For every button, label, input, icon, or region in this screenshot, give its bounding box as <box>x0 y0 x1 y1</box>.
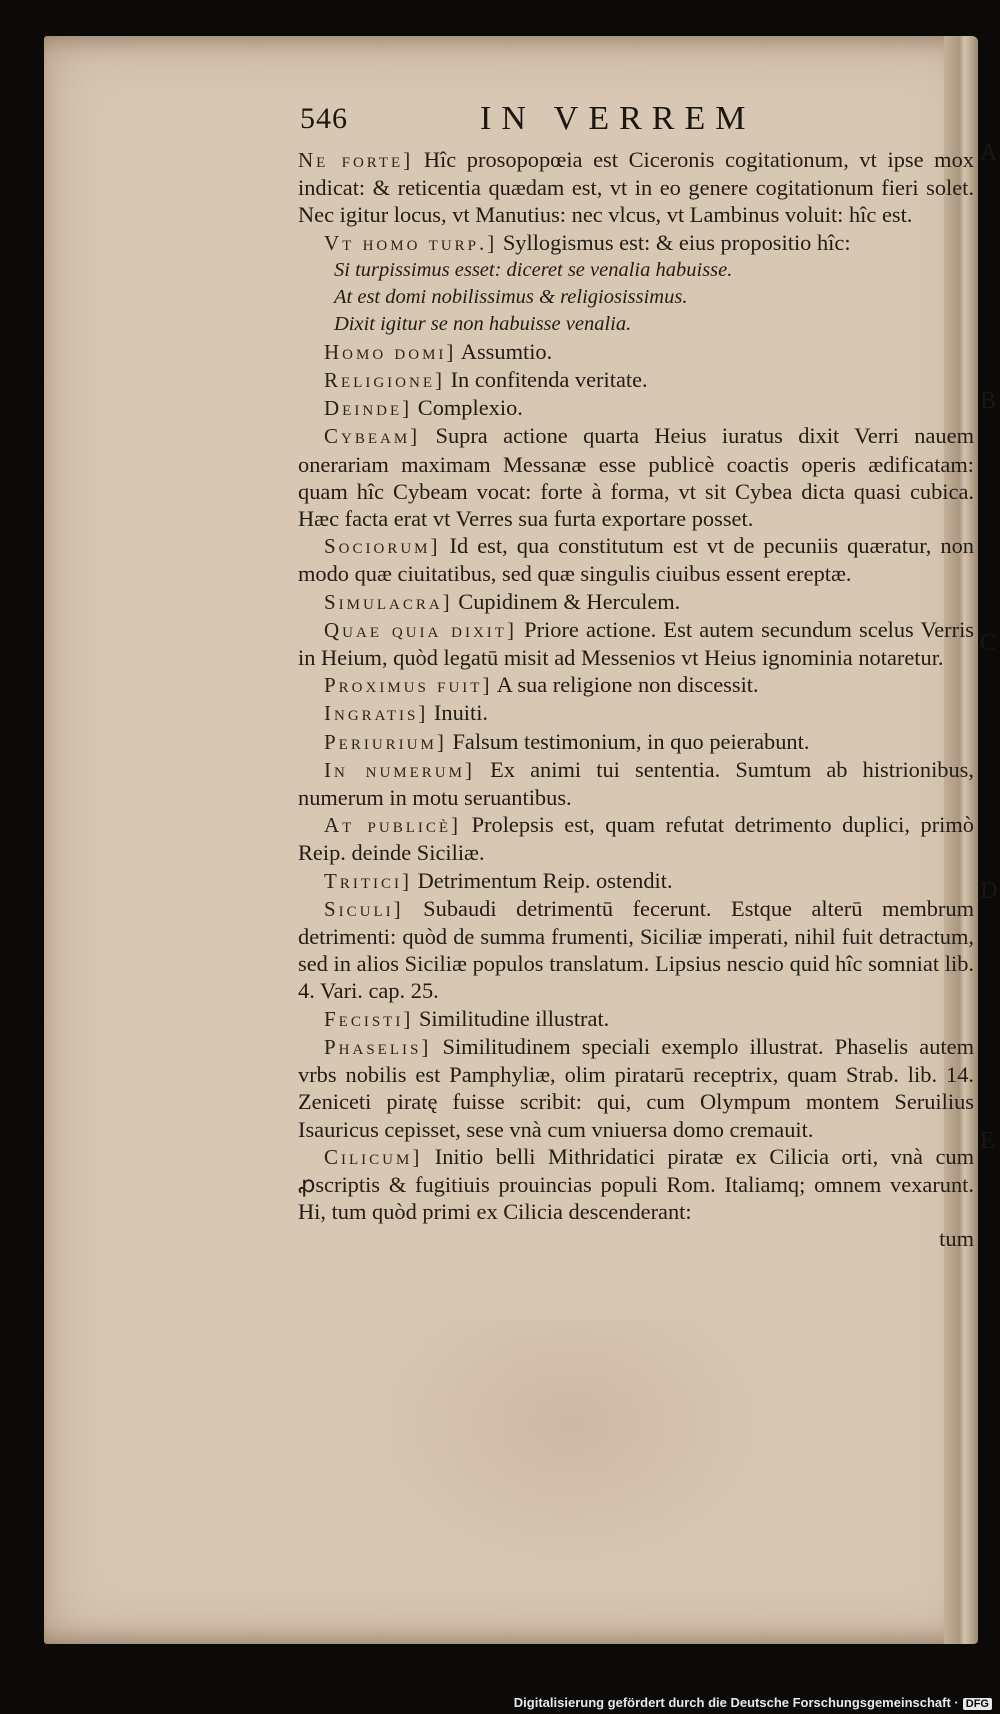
lemma: Cybeam] <box>324 424 421 449</box>
commentary-entry <box>298 422 974 532</box>
commentary-entry <box>298 756 974 811</box>
syllogism-line: Si turpissimus esset: diceret se venalia habuisse. <box>334 258 733 281</box>
margin-letter-c: C <box>980 630 997 656</box>
commentary-entry <box>298 366 974 394</box>
syllogism-line: Dixit igitur se non habuisse venalia. <box>334 312 632 335</box>
entry-text: Id est, qua constitutum est vt de pecuniis quæratur, non modo quæ ciuitatibus, sed quæ singulis ciuibus essent ereptæ. <box>298 533 974 587</box>
lemma: Sociorum] <box>324 534 441 559</box>
commentary-entry <box>298 588 974 616</box>
entry-text: Supra actione quarta Heius iuratus dixit Verri nauem onerariam maximam Messanæ esse publicè coactis operis ædificatam: quam hîc Cybeam vocat: forte à forma, vt sit Cybea dicta quasi cubica. Hæc facta erat vt Verres sua furta exportare posset. <box>298 423 974 532</box>
lemma: Religione] <box>324 368 445 393</box>
entry-text: Hîc prosopopœia est Ciceronis cogitationum, vt ipse mox indicat: & reticentia quædam est, vt in eo genere cogitationum fieri solet. Nec igitur locus, vt Manutius: nec vlcus, vt Lambinus voluit: hîc est. <box>298 147 974 228</box>
lemma: In numerum] <box>324 757 475 782</box>
lemma: Siculi] <box>324 896 404 921</box>
margin-letter-b: B <box>980 388 997 414</box>
dfg-logo-icon: DFG <box>963 1698 992 1710</box>
commentary-entry <box>298 394 974 422</box>
syllogism-line: At est domi nobilissimus & religiosissimus. <box>334 285 688 308</box>
commentary-entry <box>298 671 974 699</box>
lemma: Deinde] <box>324 396 413 421</box>
entry-text: Inuiti. <box>428 700 489 726</box>
digitization-credit: Digitalisierung gefördert durch die Deutsche Forschungsgemeinschaft · DFG <box>514 1695 992 1710</box>
margin-letter-a: A <box>980 140 998 166</box>
lemma: Periurium] <box>324 729 447 754</box>
margin-letter-d: D <box>980 878 998 904</box>
commentary-entry <box>298 699 974 727</box>
page-number: 546 <box>300 102 348 135</box>
entry-text: A sua religione non discessit. <box>492 672 759 698</box>
lemma: Phaselis] <box>324 1034 432 1059</box>
entry-text: Ex animi tui sententia. Sumtum ab histrionibus, numerum in motu seruantibus. <box>298 756 974 811</box>
commentary-entry <box>298 811 974 866</box>
lemma: Ne forte] <box>298 148 414 172</box>
lemma: Simulacra] <box>324 589 453 614</box>
entry-ne-forte <box>298 146 974 229</box>
lemma: Ingratis] <box>324 701 429 726</box>
entry-text: Prolepsis est, quam refutat detrimento duplici, primò Reip. deinde Siciliæ. <box>298 812 974 866</box>
commentary-text <box>298 146 974 1253</box>
page-stain <box>360 1320 780 1580</box>
margin-letter-e: E <box>980 1128 995 1154</box>
catchword: tum <box>939 1226 974 1252</box>
entry-vt-homo <box>298 229 974 257</box>
entry-text: Subaudi detrimentū fecerunt. Estque alterū membrum detrimenti: quòd de summa frumenti, Siciliæ imperati, nihil fuit detractum, sed in alios Siciliæ populos translatum. Lipsius nescio quid hîc somniat lib. 4. Vari. cap. 25. <box>298 895 974 1004</box>
entry-text: In confitenda veritate. <box>444 367 648 393</box>
entry-text: Initio belli Mithridatici piratæ ex Cilicia orti, vnà cum ꝓscriptis & fugitiuis prouincias populi Rom. Italiamq; omnem vexarunt. Hi, tum quòd primi ex Cilicia descenderant: <box>298 1143 974 1225</box>
commentary-entry <box>298 616 974 671</box>
lemma: Homo domi] <box>324 339 457 364</box>
commentary-entries <box>298 338 974 1226</box>
lemma: Tritici] <box>324 868 412 893</box>
lemma: Quae quia dixit] <box>324 617 517 642</box>
lemma: At publicè] <box>324 813 462 838</box>
commentary-entry <box>298 532 974 587</box>
commentary-entry <box>298 1005 974 1033</box>
lemma: Vt homo turp.] <box>324 230 498 255</box>
lemma: Cilicum] <box>324 1144 423 1169</box>
credit-text: Digitalisierung gefördert durch die Deutsche Forschungsgemeinschaft <box>513 1695 951 1710</box>
commentary-entry <box>298 728 974 756</box>
commentary-entry <box>298 867 974 895</box>
commentary-entry <box>298 1143 974 1226</box>
commentary-entry <box>298 895 974 1005</box>
entry-text: Detrimentum Reip. ostendit. <box>411 867 673 893</box>
entry-text: Complexio. <box>412 395 523 421</box>
commentary-entry <box>298 338 974 366</box>
entry-text: Falsum testimonium, in quo peierabunt. <box>446 728 810 754</box>
running-head: IN VERREM <box>480 100 756 137</box>
commentary-entry <box>298 1033 974 1143</box>
entry-text: Cupidinem & Herculem. <box>452 588 681 614</box>
entry-text: Priore actione. Est autem secundum scelus Verris in Heium, quòd legatū misit ad Messenios vt Heius ignominia notaretur. <box>298 616 975 671</box>
entry-text: Assumtio. <box>456 338 553 364</box>
lemma: Fecisti] <box>324 1006 414 1031</box>
entry-text: Similitudinem speciali exemplo illustrat. Phaselis autem vrbs nobilis est Pamphyliæ, olim piratarū receptrix, quam Strab. lib. 14. Zeniceti piratę fuisse scribit: qui, cum Olympum montem Seruilius Isauricus cepisset, sese vnà cum vniuersa domo cremauit. <box>298 1033 974 1142</box>
lemma: Proximus fuit] <box>324 673 493 698</box>
entry-text: Similitudine illustrat. <box>413 1005 610 1031</box>
entry-text: Syllogismus est: & eius propositio hîc: <box>497 229 851 255</box>
